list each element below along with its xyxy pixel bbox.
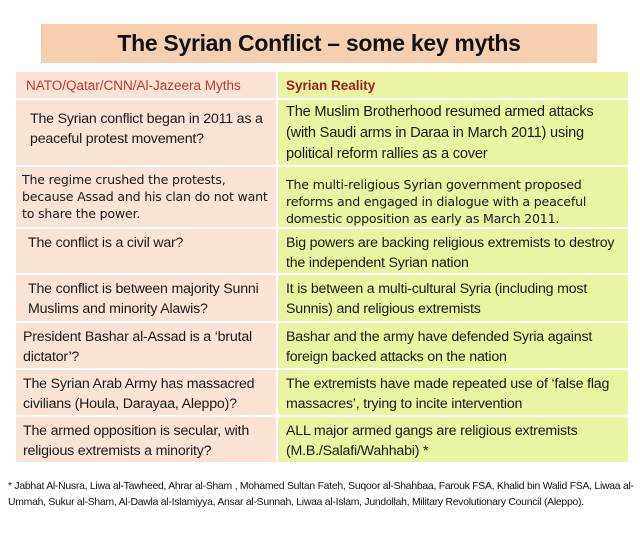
myth-cell: The conflict is a civil war? xyxy=(16,229,278,273)
myths-table xyxy=(16,72,628,464)
footnote: * Jabhat Al-Nusra, Liwa al-Tawheed, Ahrar al-Sham , Mohamed Sultan Fateh, Suqoor al-Shahbaa, Farouk FSA, Khalid bin Walid FSA, Liwaa al-Ummah, Sukur al-Sham, Al-Dawla al-Islamiyya, Ansar al-Sunnah, Liwaa al-Islam, Jundollah, Military Revolutionary Council (Aleppo). xyxy=(8,481,634,508)
myth-cell: The conflict is between majority Sunni Muslims and minority Alawis? xyxy=(16,275,278,321)
table-row xyxy=(16,275,628,323)
reality-cell: Bashar and the army have defended Syria against foreign backed attacks on the nation xyxy=(278,323,628,368)
table-row xyxy=(16,167,628,229)
header-reality: Syrian Reality xyxy=(278,72,628,98)
reality-cell: It is between a multi-cultural Syria (including most Sunnis) and religious extremists xyxy=(278,275,628,321)
myth-cell: The Syrian Arab Army has massacred civilians (Houla, Darayaa, Aleppo)? xyxy=(16,370,278,415)
myth-cell: President Bashar al-Assad is a ‘brutal dictator’? xyxy=(16,323,278,368)
myth-cell: The Syrian conflict began in 2011 as a peaceful protest movement? xyxy=(16,100,278,165)
reality-cell: The multi-religious Syrian government proposed reforms and engaged in dialogue with a peaceful domestic opposition as early as March 2011. xyxy=(278,167,628,227)
title-banner xyxy=(41,24,597,63)
page-title: The Syrian Conflict – some key myths xyxy=(117,30,521,56)
table-row xyxy=(16,370,628,417)
reality-cell: The extremists have made repeated use of ‘false flag massacres’, trying to incite intervention xyxy=(278,370,628,415)
header-myths: NATO/Qatar/CNN/Al-Jazeera Myths xyxy=(16,72,278,98)
table-row xyxy=(16,100,628,167)
reality-cell: The Muslim Brotherhood resumed armed attacks (with Saudi arms in Daraa in March 2011) using political reform rallies as a cover xyxy=(278,100,628,165)
reality-cell: ALL major armed gangs are religious extremists (M.B./Salafi/Wahhabi) * xyxy=(278,417,628,462)
myth-cell: The armed opposition is secular, with religious extremists a minority? xyxy=(16,417,278,462)
table-row xyxy=(16,417,628,464)
myth-cell: The regime crushed the protests, because Assad and his clan do not want to share the power. xyxy=(16,167,278,227)
table-row xyxy=(16,229,628,275)
reality-cell: Big powers are backing religious extremists to destroy the independent Syrian nation xyxy=(278,229,628,273)
table-row xyxy=(16,323,628,370)
table-header-row xyxy=(16,72,628,100)
